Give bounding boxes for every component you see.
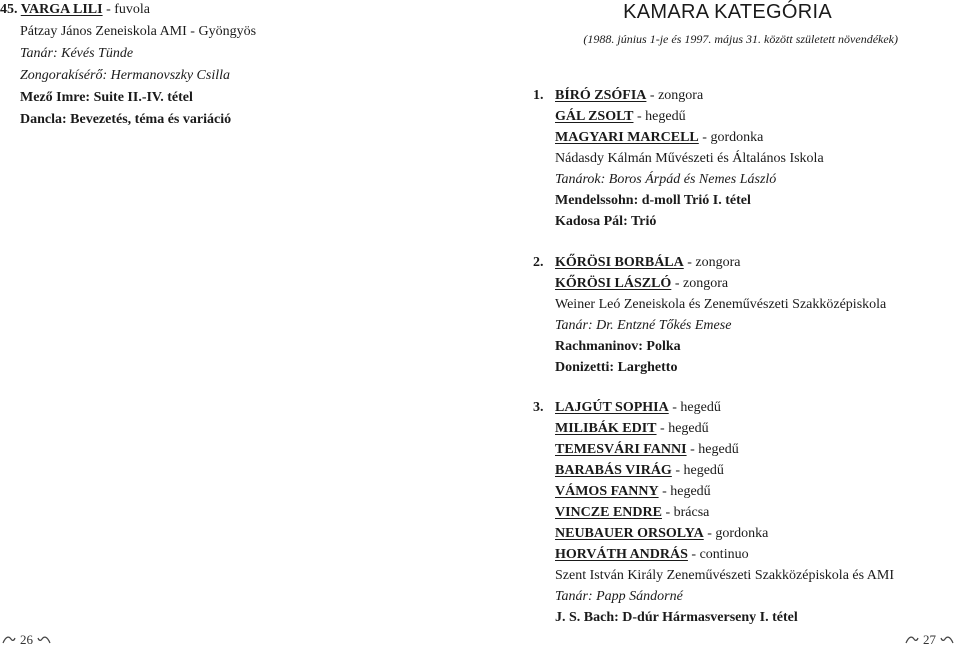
- member: [555, 440, 739, 460]
- member: [555, 398, 721, 418]
- piece: Mező Imre: Suite II.-IV. tétel: [20, 90, 193, 105]
- member-instrument: continuo: [699, 547, 749, 562]
- member-name: VÁMOS FANNY: [555, 484, 659, 499]
- member-instrument: gordonka: [715, 526, 769, 541]
- ornament-icon: [37, 635, 51, 645]
- performer-instrument: fuvola: [114, 2, 151, 17]
- member-instrument: brácsa: [673, 505, 710, 520]
- member-name: BARABÁS VIRÁG: [555, 463, 672, 478]
- school: Nádasdy Kálmán Művészeti és Általános Iskola: [555, 151, 824, 166]
- member-instrument: hegedű: [698, 442, 739, 457]
- member: [555, 274, 728, 294]
- member-instrument: zongora: [683, 276, 729, 291]
- member-name: HORVÁTH ANDRÁS: [555, 547, 688, 562]
- entry-45-header: [0, 0, 150, 20]
- entry-number: 1.: [533, 88, 544, 103]
- piece: Kadosa Pál: Trió: [555, 214, 657, 229]
- member-name: MILIBÁK EDIT: [555, 421, 657, 436]
- member: [555, 419, 709, 439]
- ornament-icon: [905, 635, 919, 645]
- page-footer-right: [905, 632, 954, 648]
- piece: Donizetti: Larghetto: [555, 360, 678, 375]
- member-name: NEUBAUER ORSOLYA: [555, 526, 704, 541]
- member: [555, 86, 703, 106]
- teacher: Tanárok: Boros Árpád és Nemes László: [555, 172, 777, 187]
- entry-number: 3.: [533, 400, 544, 415]
- member-name: KŐRÖSI BORBÁLA: [555, 255, 684, 270]
- member-instrument: hegedű: [670, 484, 711, 499]
- page-number: 26: [20, 632, 33, 647]
- member: [555, 524, 768, 544]
- member-name: LAJGÚT SOPHIA: [555, 400, 669, 415]
- member-name: MAGYARI MARCELL: [555, 130, 699, 145]
- accompanist: Zongorakísérő: Hermanovszky Csilla: [20, 68, 230, 83]
- ornament-icon: [2, 635, 16, 645]
- teacher: Tanár: Papp Sándorné: [555, 589, 683, 604]
- member: [555, 503, 709, 523]
- member-name: GÁL ZSOLT: [555, 109, 634, 124]
- right-page: [480, 0, 960, 653]
- entry-number: 2.: [533, 255, 544, 270]
- piece: J. S. Bach: D-dúr Hármasverseny I. tétel: [555, 610, 798, 625]
- member-name: TEMESVÁRI FANNI: [555, 442, 687, 457]
- ornament-icon: [940, 635, 954, 645]
- performer-name: VARGA LILI: [20, 2, 103, 17]
- school: Weiner Leó Zeneiskola és Zeneművészeti Szakközépiskola: [555, 297, 887, 312]
- page-number: 27: [923, 632, 936, 647]
- piece: Dancla: Bevezetés, téma és variáció: [20, 112, 232, 127]
- member: [555, 128, 763, 148]
- piece: Rachmaninov: Polka: [555, 339, 681, 354]
- member-instrument: hegedű: [680, 400, 721, 415]
- member-instrument: zongora: [658, 88, 704, 103]
- teacher: Tanár: Kévés Tünde: [20, 46, 134, 61]
- page-footer-left: [2, 632, 51, 648]
- member: [555, 482, 711, 502]
- member-instrument: hegedű: [645, 109, 686, 124]
- category-subtitle: (1988. június 1-je és 1997. május 31. között született növendékek): [583, 32, 898, 46]
- member: [555, 107, 686, 127]
- piece: Mendelssohn: d-moll Trió I. tétel: [555, 193, 751, 208]
- member-instrument: hegedű: [668, 421, 709, 436]
- member-name: VINCZE ENDRE: [555, 505, 662, 520]
- member-instrument: hegedű: [683, 463, 724, 478]
- school: Pátzay János Zeneiskola AMI - Gyöngyös: [20, 24, 257, 39]
- member: [555, 545, 749, 565]
- category-title: KAMARA KATEGÓRIA: [623, 1, 832, 23]
- member-name: BÍRÓ ZSÓFIA: [555, 88, 647, 103]
- teacher: Tanár: Dr. Entzné Tőkés Emese: [555, 318, 732, 333]
- member-instrument: gordonka: [710, 130, 764, 145]
- entry-number: 45.: [0, 2, 18, 17]
- member: [555, 461, 724, 481]
- member: [555, 253, 741, 273]
- school: Szent István Király Zeneművészeti Szakközépiskola és AMI: [555, 568, 895, 583]
- member-instrument: zongora: [695, 255, 741, 270]
- member-name: KŐRÖSI LÁSZLÓ: [555, 276, 672, 291]
